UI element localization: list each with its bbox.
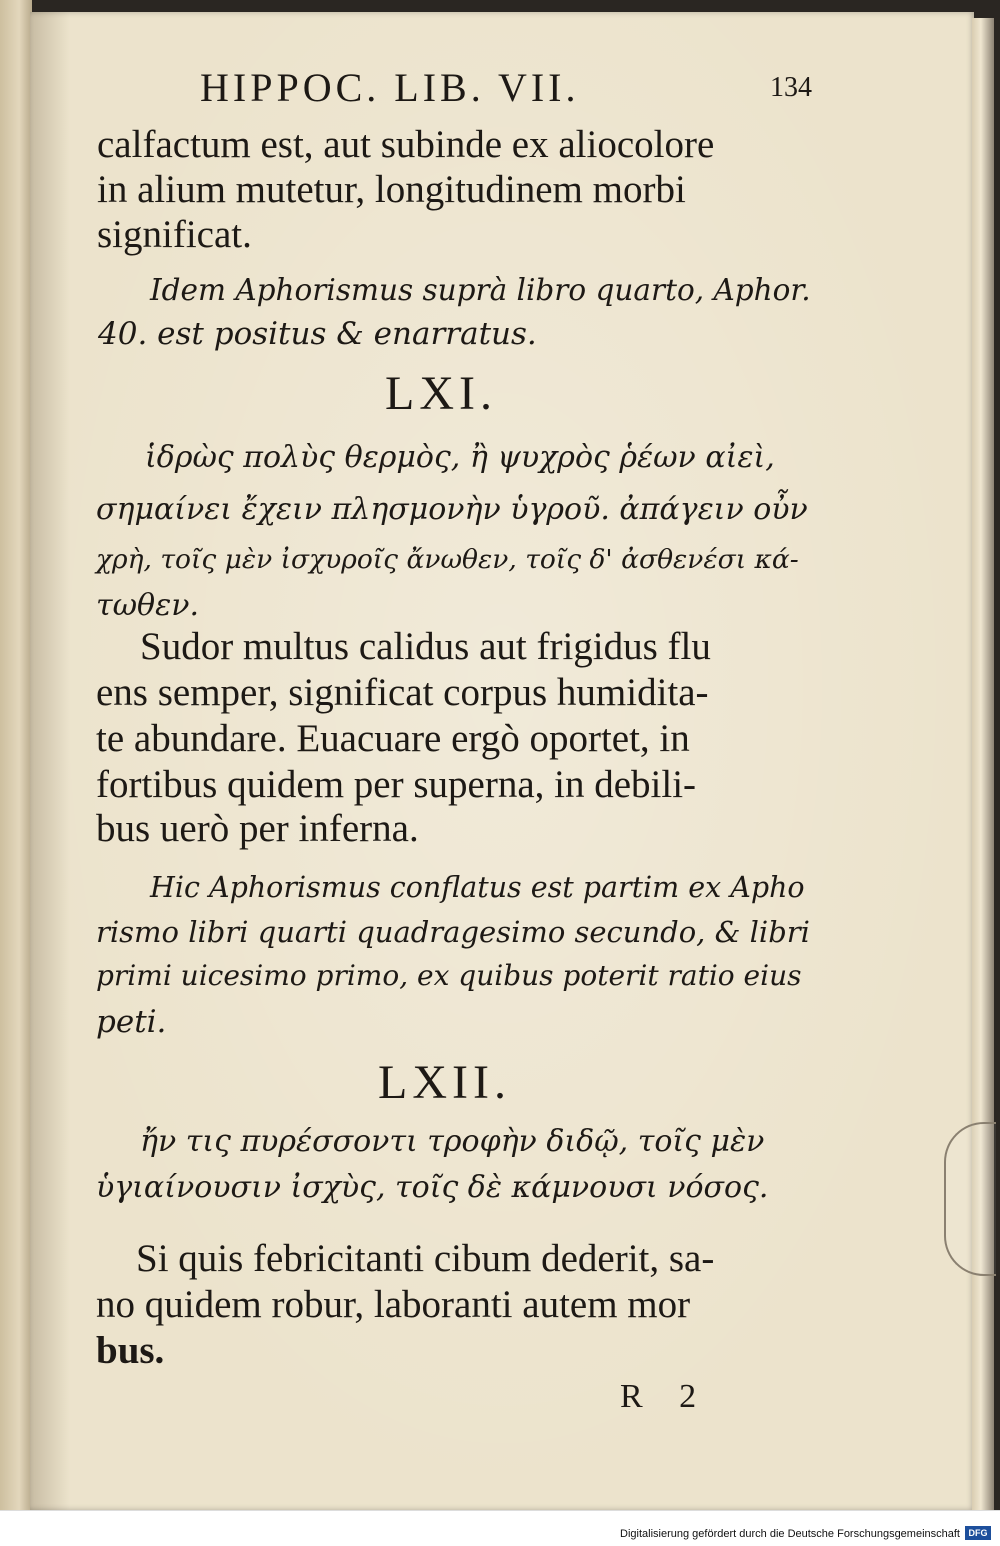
text-line: ens semper, significat corpus humidita- xyxy=(96,671,709,714)
signature-mark: R 2 xyxy=(620,1378,711,1415)
commentary-line: peti. xyxy=(96,1004,167,1040)
running-head: HIPPOC. LIB. VII. xyxy=(200,65,580,110)
commentary-line: rismo libri quarti quadragesimo secundo, & libri xyxy=(96,915,810,949)
greek-line: ἤν τις πυρέσσοντι τροφὴν διδῷ, τοῖς μὲν xyxy=(140,1124,765,1159)
greek-line: ἱδρὼς πολὺς θερμὸς, ἢ ψυχρὸς ῥέων αἰεὶ, xyxy=(145,440,775,475)
text-line: te abundare. Euacuare ergò oportet, in xyxy=(96,717,690,760)
commentary-line: Hic Aphorismus conflatus est partim ex Apho xyxy=(150,871,805,904)
greek-line: χρὴ, τοῖς μὲν ἰσχυροῖς ἄνωθεν, τοῖς δ' ἀσθενέσι κά- xyxy=(96,544,799,575)
clip-shadow xyxy=(944,1122,996,1276)
page-stack-edge xyxy=(972,18,994,1510)
funding-credit: Digitalisierung gefördert durch die Deutsche Forschungsgemeinschaft xyxy=(620,1528,960,1540)
aphorism-numeral: LXI. xyxy=(385,367,497,420)
dfg-logo: DFG xyxy=(965,1526,991,1540)
text-line: Si quis febricitanti cibum dederit, sa- xyxy=(136,1237,715,1280)
text-line: fortibus quidem per superna, in debili- xyxy=(96,763,697,806)
previous-page-edge xyxy=(0,0,32,1510)
commentary-line: primi uicesimo primo, ex quibus poterit ratio eius xyxy=(96,959,802,992)
greek-line: τωθεν. xyxy=(96,588,199,623)
greek-line: σημαίνει ἔχειν πλησμονὴν ὑγροῦ. ἀπάγειν οὖν xyxy=(96,492,808,527)
text-line: calfactum est, aut subinde ex aliocolore xyxy=(97,123,715,166)
text-line: in alium mutetur, longitudinem morbi xyxy=(97,168,686,211)
note-line: Idem Aphorismus suprà libro quarto, Aphor. xyxy=(150,273,811,307)
aphorism-numeral: LXII. xyxy=(378,1056,511,1109)
note-line: 40. est positus & enarratus. xyxy=(98,316,537,352)
folio-number: 134 xyxy=(770,72,812,103)
greek-line: ὑγιαίνουσιν ἰσχὺς, τοῖς δὲ κάμνουσι νόσος. xyxy=(96,1170,769,1205)
text-line: bus uerò per inferna. xyxy=(96,807,419,850)
text-line: Sudor multus calidus aut frigidus flu xyxy=(140,625,711,668)
text-line: no quidem robur, laboranti autem mor xyxy=(96,1283,691,1326)
text-line: bus. xyxy=(96,1329,165,1372)
text-line: significat. xyxy=(97,213,252,256)
